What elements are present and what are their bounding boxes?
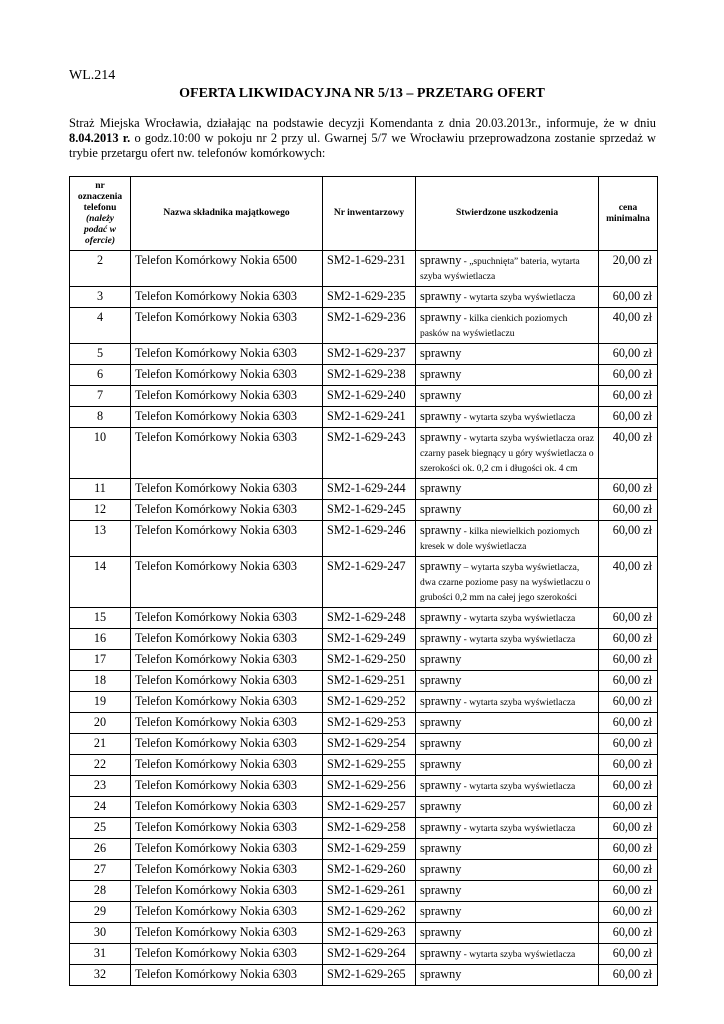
table-row [70,521,658,557]
cell-price: 60,00 zł [599,944,658,965]
phones-table [69,176,658,986]
intro-text-end: o godz.10:00 w pokoju nr 2 przy ul. Gwarnej 5/7 we Wrocławiu przeprowadzona zostanie sprzedaż w trybie przetargu ofert nw. telefonów komórkowych: [69,131,656,160]
table-row [70,713,658,734]
cell-nr: 13 [70,521,131,557]
cell-nr: 23 [70,776,131,797]
cell-inventory: SM2-1-629-250 [323,650,416,671]
cell-damage [416,776,599,797]
cell-damage [416,407,599,428]
cell-inventory: SM2-1-629-251 [323,671,416,692]
document-reference: WL.214 [69,68,116,83]
cell-damage [416,692,599,713]
cell-nr: 21 [70,734,131,755]
cell-damage [416,251,599,287]
table-row [70,344,658,365]
table-row [70,881,658,902]
cell-damage [416,797,599,818]
col-header-nr-line: podać w [84,224,116,235]
cell-price: 60,00 zł [599,650,658,671]
cell-inventory: SM2-1-629-244 [323,479,416,500]
damage-status: sprawny [420,289,462,303]
document-title: OFERTA LIKWIDACYJNA NR 5/13 – PRZETARG OFERT [179,86,545,101]
damage-status: sprawny [420,631,462,645]
cell-inventory: SM2-1-629-237 [323,344,416,365]
cell-name: Telefon Komórkowy Nokia 6303 [131,944,323,965]
table-row [70,308,658,344]
table-row [70,734,658,755]
cell-damage [416,713,599,734]
intro-text-start: Straż Miejska Wrocławia, działając na podstawie decyzji Komendanta z dnia 20.03.2013r., informuje, że w dniu [69,116,656,130]
cell-name: Telefon Komórkowy Nokia 6303 [131,428,323,479]
table-row [70,557,658,608]
damage-note: - wytarta szyba wyświetlacza [461,635,576,645]
cell-price: 60,00 zł [599,365,658,386]
cell-name: Telefon Komórkowy Nokia 6303 [131,308,323,344]
cell-nr: 2 [70,251,131,287]
cell-name: Telefon Komórkowy Nokia 6303 [131,557,323,608]
cell-name: Telefon Komórkowy Nokia 6303 [131,287,323,308]
damage-status: sprawny [420,430,462,444]
cell-name: Telefon Komórkowy Nokia 6303 [131,500,323,521]
damage-status: sprawny [420,523,462,537]
col-header-nr-line: telefonu [83,202,117,213]
cell-price: 60,00 zł [599,923,658,944]
cell-inventory: SM2-1-629-265 [323,965,416,986]
cell-inventory: SM2-1-629-240 [323,386,416,407]
cell-inventory: SM2-1-629-259 [323,839,416,860]
col-header-nr [70,177,131,251]
cell-price: 60,00 zł [599,671,658,692]
cell-inventory: SM2-1-629-253 [323,713,416,734]
cell-damage [416,818,599,839]
cell-nr: 20 [70,713,131,734]
cell-inventory: SM2-1-629-245 [323,500,416,521]
cell-damage [416,287,599,308]
cell-damage [416,308,599,344]
cell-price: 60,00 zł [599,797,658,818]
table-row [70,500,658,521]
table-row [70,923,658,944]
cell-price: 20,00 zł [599,251,658,287]
col-header-price-line: minimalna [606,213,650,224]
damage-status: sprawny [420,967,462,981]
cell-nr: 8 [70,407,131,428]
cell-name: Telefon Komórkowy Nokia 6303 [131,860,323,881]
damage-note: - wytarta szyba wyświetlacza [461,782,576,792]
col-header-nr-line: (należy [86,213,114,224]
cell-inventory: SM2-1-629-261 [323,881,416,902]
damage-note: – wytarta szyba wyświetlacza, dwa czarne poziome pasy na wyświetlaczu o grubości 0,2 mm na całej jego szerokości [420,563,591,603]
damage-status: sprawny [420,883,462,897]
table-row [70,479,658,500]
cell-name: Telefon Komórkowy Nokia 6303 [131,344,323,365]
damage-status: sprawny [420,610,462,624]
table-row [70,428,658,479]
table-row [70,251,658,287]
cell-inventory: SM2-1-629-260 [323,860,416,881]
cell-name: Telefon Komórkowy Nokia 6303 [131,965,323,986]
cell-name: Telefon Komórkowy Nokia 6303 [131,881,323,902]
cell-nr: 12 [70,500,131,521]
cell-inventory: SM2-1-629-231 [323,251,416,287]
cell-price: 60,00 zł [599,608,658,629]
cell-price: 40,00 zł [599,308,658,344]
damage-note: - wytarta szyba wyświetlacza [461,698,576,708]
cell-nr: 4 [70,308,131,344]
damage-status: sprawny [420,652,462,666]
cell-price: 60,00 zł [599,776,658,797]
cell-damage [416,755,599,776]
cell-name: Telefon Komórkowy Nokia 6303 [131,734,323,755]
table-row [70,692,658,713]
cell-damage [416,608,599,629]
cell-price: 60,00 zł [599,881,658,902]
cell-price: 60,00 zł [599,818,658,839]
damage-status: sprawny [420,409,462,423]
cell-price: 60,00 zł [599,713,658,734]
damage-note: - wytarta szyba wyświetlacza [461,293,576,303]
damage-status: sprawny [420,559,462,573]
cell-damage [416,344,599,365]
cell-damage [416,671,599,692]
col-header-price-line: cena [618,202,638,213]
table-row [70,365,658,386]
cell-name: Telefon Komórkowy Nokia 6303 [131,521,323,557]
cell-nr: 31 [70,944,131,965]
damage-status: sprawny [420,841,462,855]
damage-status: sprawny [420,388,462,402]
cell-inventory: SM2-1-629-263 [323,923,416,944]
damage-status: sprawny [420,946,462,960]
cell-nr: 30 [70,923,131,944]
table-row [70,902,658,923]
cell-damage [416,650,599,671]
table-row [70,839,658,860]
cell-name: Telefon Komórkowy Nokia 6303 [131,692,323,713]
table-row [70,860,658,881]
cell-price: 40,00 zł [599,428,658,479]
damage-note: - wytarta szyba wyświetlacza [461,614,576,624]
cell-inventory: SM2-1-629-249 [323,629,416,650]
cell-inventory: SM2-1-629-256 [323,776,416,797]
damage-note: - wytarta szyba wyświetlacza [461,413,576,423]
cell-inventory: SM2-1-629-241 [323,407,416,428]
cell-nr: 7 [70,386,131,407]
cell-name: Telefon Komórkowy Nokia 6303 [131,839,323,860]
damage-status: sprawny [420,253,462,267]
damage-status: sprawny [420,481,462,495]
damage-note: - wytarta szyba wyświetlacza oraz czarny pasek biegnący u góry wyświetlacza o szerokości ok. 0,2 cm i długości ok. 4 cm [420,434,594,474]
table-row [70,944,658,965]
cell-nr: 19 [70,692,131,713]
cell-price: 60,00 zł [599,521,658,557]
cell-nr: 14 [70,557,131,608]
cell-price: 60,00 zł [599,287,658,308]
cell-inventory: SM2-1-629-257 [323,797,416,818]
cell-price: 60,00 zł [599,386,658,407]
cell-name: Telefon Komórkowy Nokia 6303 [131,629,323,650]
cell-inventory: SM2-1-629-236 [323,308,416,344]
cell-inventory: SM2-1-629-238 [323,365,416,386]
damage-status: sprawny [420,502,462,516]
table-row [70,608,658,629]
cell-price: 60,00 zł [599,734,658,755]
cell-nr: 29 [70,902,131,923]
damage-note: - wytarta szyba wyświetlacza [461,824,576,834]
intro-paragraph [69,116,656,161]
cell-nr: 27 [70,860,131,881]
damage-status: sprawny [420,757,462,771]
table-row [70,629,658,650]
damage-status: sprawny [420,862,462,876]
damage-status: sprawny [420,310,462,324]
cell-price: 60,00 zł [599,965,658,986]
table-row [70,818,658,839]
cell-name: Telefon Komórkowy Nokia 6303 [131,479,323,500]
damage-status: sprawny [420,778,462,792]
cell-inventory: SM2-1-629-255 [323,755,416,776]
cell-nr: 25 [70,818,131,839]
col-header-price [599,177,658,251]
cell-price: 60,00 zł [599,755,658,776]
cell-damage [416,923,599,944]
cell-nr: 28 [70,881,131,902]
cell-name: Telefon Komórkowy Nokia 6303 [131,365,323,386]
damage-status: sprawny [420,925,462,939]
cell-name: Telefon Komórkowy Nokia 6303 [131,776,323,797]
cell-damage [416,734,599,755]
cell-inventory: SM2-1-629-235 [323,287,416,308]
damage-status: sprawny [420,904,462,918]
cell-name: Telefon Komórkowy Nokia 6303 [131,923,323,944]
damage-status: sprawny [420,736,462,750]
cell-nr: 18 [70,671,131,692]
col-header-inventory: Nr inwentarzowy [323,177,416,251]
table-row [70,965,658,986]
damage-note: - kilka niewielkich poziomych kresek w dole wyświetlacza [420,527,580,552]
cell-price: 60,00 zł [599,629,658,650]
cell-name: Telefon Komórkowy Nokia 6303 [131,818,323,839]
cell-name: Telefon Komórkowy Nokia 6303 [131,650,323,671]
cell-name: Telefon Komórkowy Nokia 6303 [131,386,323,407]
cell-price: 40,00 zł [599,557,658,608]
cell-damage [416,500,599,521]
damage-status: sprawny [420,799,462,813]
cell-damage [416,839,599,860]
cell-price: 60,00 zł [599,407,658,428]
cell-damage [416,386,599,407]
cell-inventory: SM2-1-629-246 [323,521,416,557]
cell-inventory: SM2-1-629-262 [323,902,416,923]
cell-price: 60,00 zł [599,860,658,881]
cell-price: 60,00 zł [599,839,658,860]
col-header-damage: Stwierdzone uszkodzenia [416,177,599,251]
table-row [70,755,658,776]
auction-date: 8.04.2013 r. [69,131,131,145]
cell-inventory: SM2-1-629-248 [323,608,416,629]
cell-nr: 22 [70,755,131,776]
cell-damage [416,965,599,986]
cell-nr: 15 [70,608,131,629]
cell-damage [416,902,599,923]
damage-note: - wytarta szyba wyświetlacza [461,950,576,960]
cell-nr: 32 [70,965,131,986]
cell-name: Telefon Komórkowy Nokia 6500 [131,251,323,287]
damage-status: sprawny [420,673,462,687]
damage-status: sprawny [420,346,462,360]
damage-status: sprawny [420,715,462,729]
cell-price: 60,00 zł [599,500,658,521]
cell-nr: 26 [70,839,131,860]
cell-damage [416,557,599,608]
col-header-nr-line: oznaczenia [77,191,123,202]
cell-nr: 17 [70,650,131,671]
damage-status: sprawny [420,367,462,381]
cell-name: Telefon Komórkowy Nokia 6303 [131,671,323,692]
cell-name: Telefon Komórkowy Nokia 6303 [131,902,323,923]
cell-inventory: SM2-1-629-243 [323,428,416,479]
cell-nr: 6 [70,365,131,386]
cell-name: Telefon Komórkowy Nokia 6303 [131,755,323,776]
cell-name: Telefon Komórkowy Nokia 6303 [131,608,323,629]
cell-inventory: SM2-1-629-252 [323,692,416,713]
cell-nr: 10 [70,428,131,479]
table-row [70,287,658,308]
cell-inventory: SM2-1-629-247 [323,557,416,608]
cell-damage [416,629,599,650]
cell-price: 60,00 zł [599,479,658,500]
cell-damage [416,881,599,902]
cell-price: 60,00 zł [599,902,658,923]
cell-nr: 24 [70,797,131,818]
cell-name: Telefon Komórkowy Nokia 6303 [131,407,323,428]
cell-nr: 11 [70,479,131,500]
table-header-row [70,177,658,251]
cell-inventory: SM2-1-629-254 [323,734,416,755]
table-row [70,650,658,671]
damage-note: - kilka cienkich poziomych pasków na wyświetlaczu [420,314,568,339]
cell-name: Telefon Komórkowy Nokia 6303 [131,797,323,818]
cell-price: 60,00 zł [599,344,658,365]
damage-status: sprawny [420,820,462,834]
col-header-nr-line: nr [95,180,105,191]
cell-nr: 16 [70,629,131,650]
cell-inventory: SM2-1-629-264 [323,944,416,965]
damage-status: sprawny [420,694,462,708]
cell-price: 60,00 zł [599,692,658,713]
col-header-name: Nazwa składnika majątkowego [131,177,323,251]
cell-damage [416,521,599,557]
cell-damage [416,860,599,881]
table-row [70,671,658,692]
table-row [70,407,658,428]
table-row [70,776,658,797]
table-row [70,797,658,818]
cell-damage [416,479,599,500]
col-header-nr-line: ofercie) [84,235,116,246]
cell-name: Telefon Komórkowy Nokia 6303 [131,713,323,734]
cell-nr: 3 [70,287,131,308]
damage-note: - „spuchnięta” bateria, wytarta szyba wyświetlacza [420,257,580,282]
cell-damage [416,428,599,479]
table-row [70,386,658,407]
cell-nr: 5 [70,344,131,365]
cell-inventory: SM2-1-629-258 [323,818,416,839]
cell-damage [416,365,599,386]
cell-damage [416,944,599,965]
